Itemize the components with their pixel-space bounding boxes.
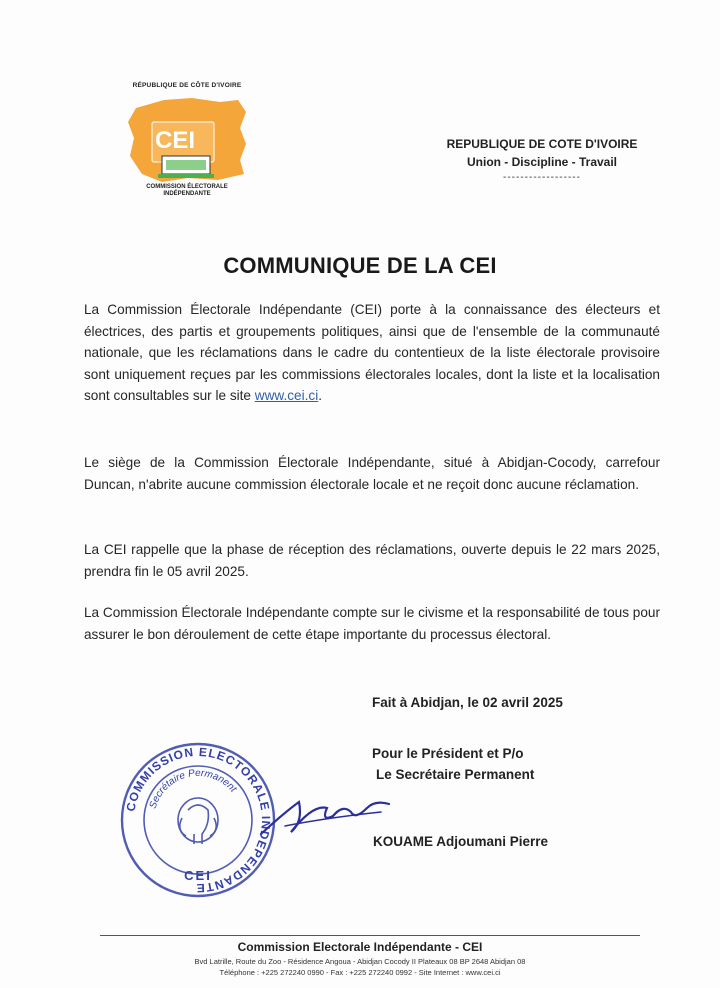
svg-text:CEI: CEI (155, 127, 196, 154)
footer-address: Bvd Latrille, Route du Zoo - Résidence Angoua - Abidjan Cocody II Plateaux 08 BP 2648 Abidjan 08 (194, 957, 526, 966)
official-stamp (118, 740, 278, 900)
paragraph-1-text: La Commission Électorale Indépendante (CEI) porte à la connaissance des électeurs et électrices, des partis et groupements politiques, ainsi que de l'ensemble de la communauté nationale, que les réclamations dans le cadre du contentieux de la liste électorale provisoire sont uniquement reçues par les commissions électorales locales, dont la liste et la localisation sont consultables sur le site (84, 302, 660, 404)
header-dotted-separator: ------------------ (503, 172, 581, 183)
paragraph-3: La CEI rappelle que la phase de réception des réclamations, ouverte depuis le 22 mars 2025, prendra fin le 05 avril 2025. (84, 542, 660, 579)
on-behalf-line-2: Le Secrétaire Permanent (376, 767, 535, 782)
stamp-inner-text: Secrétaire Permanent (147, 767, 239, 811)
cei-logo-icon (122, 94, 252, 184)
elephant-icon (178, 798, 218, 844)
place-date: Fait à Abidjan, le 02 avril 2025 (372, 695, 563, 710)
paragraph-4: La Commission Électorale Indépendante compte sur le civisme et la responsabilité de tous pour assurer le bon déroulement de cette étape importante du processus électoral. (84, 605, 660, 642)
logo-country-text: RÉPUBLIQUE DE CÔTE D'IVOIRE (132, 82, 242, 89)
paragraph-2: Le siège de la Commission Électorale Indépendante, situé à Abidjan-Cocody, carrefour Duncan, n'abrite aucune commission électorale locale et ne reçoit donc aucune réclamation. (84, 455, 660, 492)
on-behalf-line-1: Pour le Président et P/o (372, 746, 524, 761)
footer-contact: Téléphone : +225 272240 0990 - Fax : +225 272240 0992 - Site Internet : www.cei.ci (219, 968, 501, 977)
stamp-bottom-text: CEI (184, 868, 212, 883)
document-title: COMMUNIQUE DE LA CEI (223, 253, 497, 278)
website-link[interactable]: www.cei.ci (254, 388, 319, 404)
republic-heading: REPUBLIQUE DE COTE D'IVOIRE (446, 137, 638, 151)
stamp-outer-text: COMMISSION ELECTORALE INDEPENDANTE (123, 744, 274, 896)
paragraph-1-end: . (318, 388, 322, 404)
handwritten-signature (255, 782, 395, 852)
cei-logo (112, 82, 262, 212)
paragraph-1 (84, 299, 660, 407)
logo-commission-line2: INDÉPENDANTE (163, 191, 211, 197)
footer-divider (100, 935, 640, 936)
logo-commission-line1: COMMISSION ÉLECTORALE (146, 184, 228, 190)
signer-name: KOUAME Adjoumani Pierre (373, 834, 549, 849)
national-motto: Union - Discipline - Travail (466, 155, 618, 169)
logo-commission-text (112, 184, 262, 198)
footer-title: Commission Electorale Indépendante - CEI (237, 940, 483, 954)
